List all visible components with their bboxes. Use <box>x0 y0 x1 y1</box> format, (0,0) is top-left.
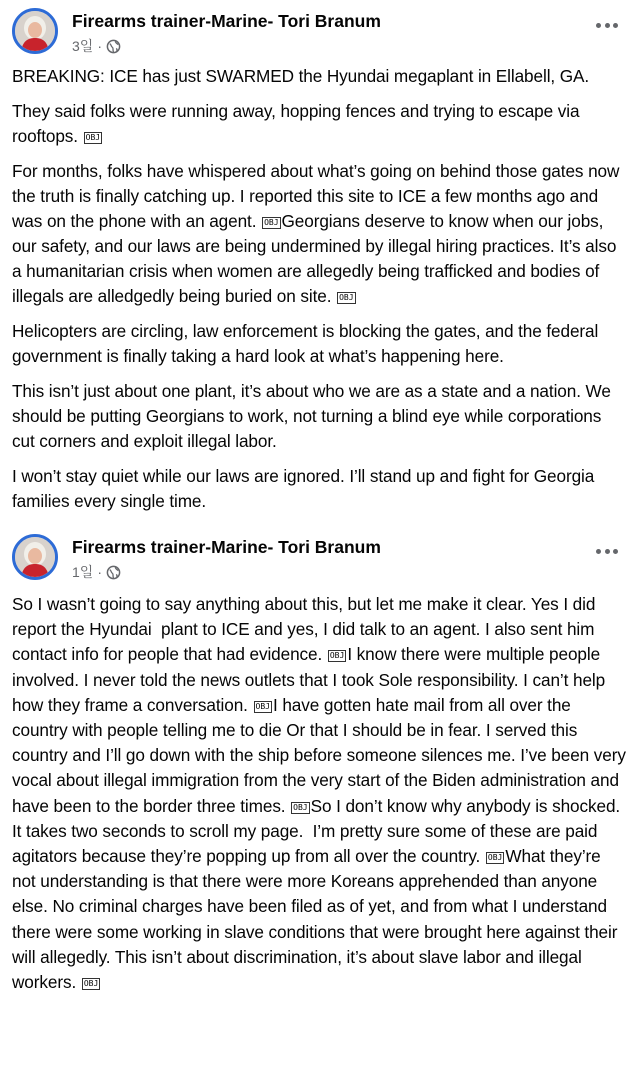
object-placeholder-glyph: OBJ <box>329 651 345 661</box>
separator: · <box>97 38 102 54</box>
avatar[interactable] <box>12 534 58 580</box>
post-paragraph: BREAKING: ICE has just SWARMED the Hyundai megaplant in Ellabell, GA. <box>12 66 590 86</box>
more-options-icon[interactable] <box>596 18 618 32</box>
more-options-icon[interactable] <box>596 544 618 558</box>
globe-icon <box>106 39 121 54</box>
post-body <box>12 582 631 995</box>
post-paragraph: So I wasn’t going to say anything about this, but let me make it clear. Yes I did report the Hyundai plant to ICE and yes, I did talk to an agent. I also sent him contact info for people that had evidence. OBJ I know there were multiple people involved. I never told the news outlets that I took Sole responsibility. I can’t help how they frame a conversation. OBJ I have gotten hate mail from all over the country with people telling me to die Or that I should be in fear. I served this country and I’ll go down with the ship before someone silences me. I’ve been very vocal about illegal immigration from the very start of the Biden administration and have been to the border three times. OBJ So I don’t know why anybody is shocked. It takes two seconds to scroll my page. I’m pretty sure some of these are paid agitators because they’re popping up from all over the country. OBJ What they’re not understanding is that there were more Koreans apprehended than anyone else. No criminal charges have been filed as of yet, and from what I understand there were some working in slave conditions that were brought here against their will allegedly. This isn’t about discrimination, it’s about slave labor and illegal workers. OBJ <box>12 594 631 993</box>
post-paragraph: This isn’t just about one plant, it’s about who we are as a state and a nation. We should be putting Georgians to work, not turning a blind eye while corporations cut corners and exploit illegal labor. <box>12 381 616 451</box>
object-placeholder-glyph: OBJ <box>293 802 308 812</box>
avatar[interactable] <box>12 8 58 54</box>
post-meta <box>72 536 381 582</box>
object-placeholder-glyph: OBJ <box>255 701 270 711</box>
object-placeholder-glyph: OBJ <box>85 133 101 142</box>
post-paragraph: Helicopters are circling, law enforcement is blocking the gates, and the federal government is finally taking a hard look at what’s happening here. <box>12 321 603 366</box>
post-header <box>12 526 628 582</box>
object-placeholder-glyph: OBJ <box>487 853 503 863</box>
post-time[interactable]: 1일 <box>72 564 94 580</box>
object-placeholder-glyph: OBJ <box>339 293 354 302</box>
globe-icon <box>106 565 121 580</box>
post-paragraph: I won’t stay quiet while our laws are ignored. I’ll stand up and fight for Georgia families every single time. <box>12 466 599 511</box>
post-subline <box>72 562 381 582</box>
post-time[interactable]: 3일 <box>72 38 94 54</box>
author-name[interactable]: Firearms trainer-Marine- Tori Branum <box>72 11 381 31</box>
object-placeholder-glyph: OBJ <box>83 979 99 989</box>
avatar-image <box>15 537 55 577</box>
post-meta <box>72 10 381 56</box>
avatar-image <box>15 11 55 51</box>
post-subline <box>72 36 381 56</box>
post-2 <box>0 526 640 995</box>
author-name[interactable]: Firearms trainer-Marine- Tori Branum <box>72 537 381 557</box>
post-body <box>12 56 628 514</box>
separator: · <box>97 564 102 580</box>
post-header <box>12 0 628 56</box>
post-1 <box>0 0 640 514</box>
post-paragraph: They said folks were running away, hopping fences and trying to escape via rooftops. OBJ <box>12 101 585 146</box>
object-placeholder-glyph: OBJ <box>264 218 279 227</box>
post-paragraph: For months, folks have whispered about what’s going on behind those gates now the truth is finally catching up. I reported this site to ICE a few months ago and was on the phone with an agent. OBJ Georgians deserve to know when our jobs, our safety, and our laws are being undermined by illegal hiring practices. It’s also a humanitarian crisis when women are allegedly being trafficked and bodies of illegals are alledgedly being buried on site. OBJ <box>12 161 624 306</box>
